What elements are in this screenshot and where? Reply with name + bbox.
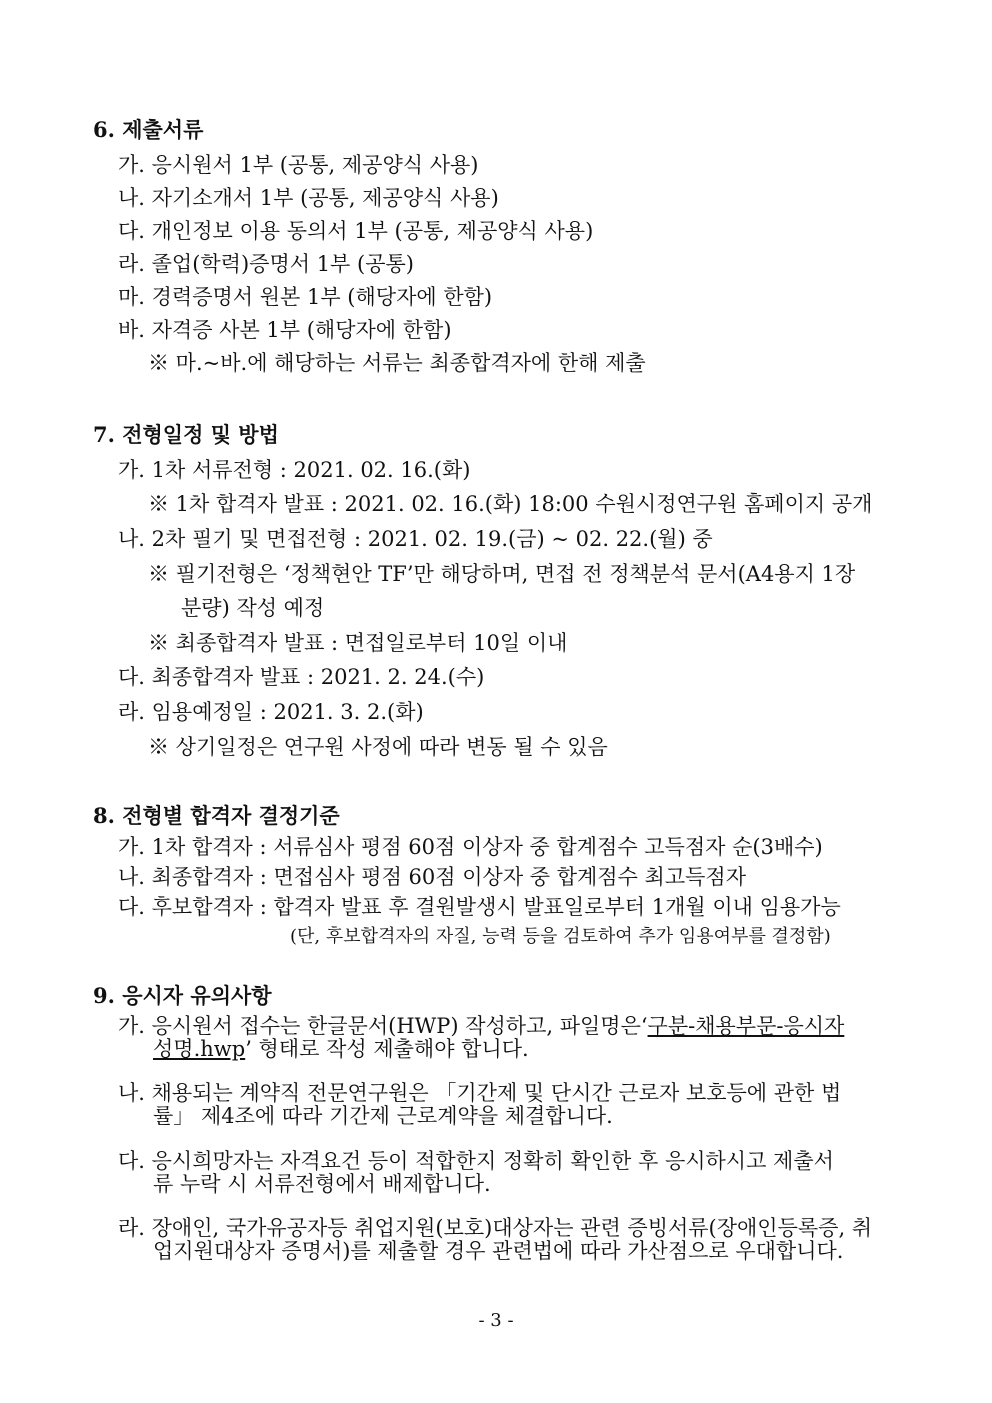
section-9-item-b: 나. 채용되는 계약직 전문연구원은 「기간제 및 단시간 근로자 보호등에 관한 법 [118,1081,842,1105]
filename-format: 구분-채용부문-응시자 [647,1014,845,1038]
section-6-item: 가. 응시원서 1부 (공통, 제공양식 사용) [118,153,479,177]
section-7-item: 가. 1차 서류전형 : 2021. 02. 16.(화) [118,458,471,482]
section-7-title: 7. 전형일정 및 방법 [93,422,279,447]
section-9-title: 9. 응시자 유의사항 [93,983,272,1008]
section-6-item: 나. 자기소개서 1부 (공통, 제공양식 사용) [118,186,499,210]
section-6-item: 라. 졸업(학력)증명서 1부 (공통) [118,252,414,276]
section-9-item-b-continued: 률」 제4조에 따라 기간제 근로계약을 체결합니다. [153,1104,613,1128]
section-7-note: ※ 필기전형은 ‘정책현안 TF’만 해당하며, 면접 전 정책분석 문서(A4용지 1장 [148,562,856,586]
section-7-note: ※ 상기일정은 연구원 사정에 따라 변동 될 수 있음 [148,735,608,759]
filename-format-continued: 성명.hwp [153,1037,246,1061]
page-number: - 3 - [478,1310,514,1331]
section-6-item: 다. 개인정보 이용 동의서 1부 (공통, 제공양식 사용) [118,219,594,243]
section-8-note: (단, 후보합격자의 자질, 능력 등을 검토하여 추가 임용여부를 결정함) [290,926,831,947]
section-7-item: 나. 2차 필기 및 면접전형 : 2021. 02. 19.(금) ~ 02. 22.(월) 중 [118,527,713,551]
section-9-item-c: 다. 응시희망자는 자격요건 등이 적합한지 정확히 확인한 후 응시하시고 제출서 [118,1149,834,1173]
section-7-note: ※ 1차 합격자 발표 : 2021. 02. 16.(화) 18:00 수원시정연구원 홈페이지 공개 [148,492,873,516]
section-9-item-c-continued: 류 누락 시 서류전형에서 배제합니다. [153,1172,491,1196]
section-7-item: 다. 최종합격자 발표 : 2021. 2. 24.(수) [118,665,485,689]
section-8-item: 가. 1차 합격자 : 서류심사 평점 60점 이상자 중 합계점수 고득점자 순(3배수) [118,835,823,859]
section-9-item-d: 라. 장애인, 국가유공자등 취업지원(보호)대상자는 관련 증빙서류(장애인등록증, 취 [118,1216,873,1240]
section-6-title: 6. 제출서류 [93,117,204,142]
section-9-item-a-continued [153,1036,529,1062]
section-9-item-a-text-end: ’ 형태로 작성 제출해야 합니다. [245,1037,529,1061]
section-7-item: 라. 임용예정일 : 2021. 3. 2.(화) [118,700,424,724]
section-8-item: 다. 후보합격자 : 합격자 발표 후 결원발생시 발표일로부터 1개월 이내 임용가능 [118,895,841,919]
section-6-item: 바. 자격증 사본 1부 (해당자에 한함) [118,318,452,342]
section-6-item: 마. 경력증명서 원본 1부 (해당자에 한함) [118,285,493,309]
section-7-note: ※ 최종합격자 발표 : 면접일로부터 10일 이내 [148,631,568,655]
section-6-note: ※ 마.~바.에 해당하는 서류는 최종합격자에 한해 제출 [148,351,646,375]
section-9-item-d-continued: 업지원대상자 증명서)를 제출할 경우 관련법에 따라 가산점으로 우대합니다. [153,1239,844,1263]
section-8-title: 8. 전형별 합격자 결정기준 [93,803,340,828]
section-7-note-continued: 분량) 작성 예정 [181,596,325,620]
section-8-item: 나. 최종합격자 : 면접심사 평점 60점 이상자 중 합계점수 최고득점자 [118,865,746,889]
section-9-item-a-text: 가. 응시원서 접수는 한글문서(HWP) 작성하고, 파일명은‘ [118,1014,648,1038]
